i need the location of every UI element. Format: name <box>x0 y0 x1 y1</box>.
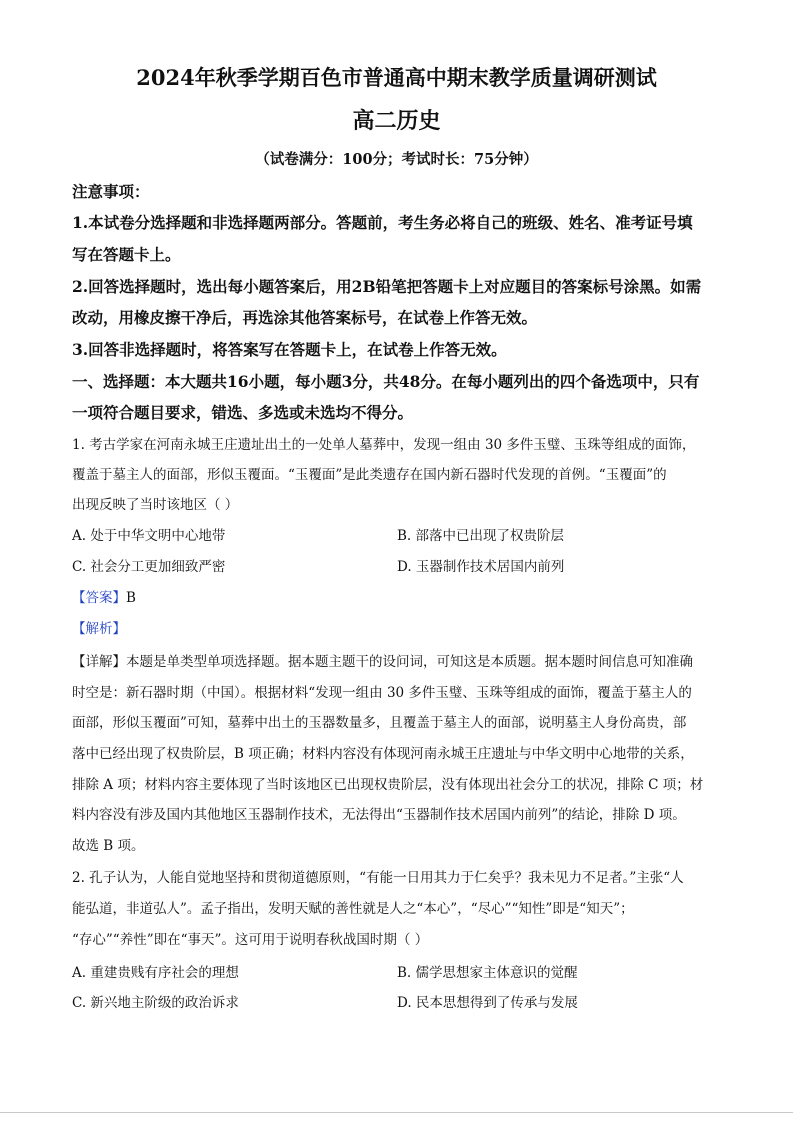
exam-title: 2024年秋季学期百色市普通高中期末教学质量调研测试 <box>136 65 657 90</box>
exam-info: （试卷满分：100分；考试时长：75分钟） <box>255 151 538 168</box>
notice-heading: 注意事项： <box>72 182 150 201</box>
answer-row <box>72 586 136 606</box>
answer-value: B <box>126 590 136 606</box>
detail-line: 落中已经出现了权贵阶层，B 项正确；材料内容没有体现河南永城王庄遗址与中华文明中心地带的关系， <box>72 746 694 762</box>
detail-line: 【详解】本题是单类型单项选择题。据本题主题干的设问词，可知这是本质题。据本题时间信息可知准确 <box>72 654 693 670</box>
detail-line: 时空是：新石器时期（中国）。根据材料“发现一组由 30 多件玉璧、玉珠等组成的面饰，覆盖于墓主人的 <box>72 685 692 701</box>
section-heading: 一、选择题：本大题共16小题，每小题3分，共48分。在每小题列出的四个备选项中，只有 <box>72 372 700 391</box>
question-stem: 出现反映了当时该地区（ ） <box>72 497 239 513</box>
question-stem: 1. 考古学家在河南永城王庄遗址出土的一处单人墓葬中，发现一组由 30 多件玉璧、玉珠等组成的面饰， <box>72 437 696 453</box>
question-stem: 覆盖于墓主人的面部，形似玉覆面。“玉覆面”是此类遗存在国内新石器时代发现的首例。“玉覆面”的 <box>72 467 667 483</box>
detail-line: 故选 B 项。 <box>72 838 145 854</box>
answer-label: 【答案】 <box>72 590 126 606</box>
option-c: C. 社会分工更加细致严密 <box>72 559 226 575</box>
question-stem: “存心”“养性”即在“事天”。这可用于说明春秋战国时期（ ） <box>72 932 429 948</box>
option-b: B. 部落中已出现了权贵阶层 <box>397 528 565 544</box>
notice-line: 改动，用橡皮擦干净后，再选涂其他答案标号，在试卷上作答无效。 <box>72 308 538 327</box>
section-heading-cont: 一项符合题目要求，错选、多选或未选均不得分。 <box>72 403 414 422</box>
option-b: B. 儒学思想家主体意识的觉醒 <box>397 965 578 981</box>
option-d: D. 玉器制作技术居国内前列 <box>397 559 565 575</box>
page-bottom-divider <box>0 1112 793 1113</box>
notice-line: 写在答题卡上。 <box>72 245 181 264</box>
subject-title: 高二历史 <box>352 108 441 134</box>
detail-line: 料内容没有涉及国内其他地区玉器制作技术，无法得出“玉器制作技术居国内前列”的结论，排除 D 项。 <box>72 807 686 823</box>
question-stem: 2. 孔子认为，人能自觉地坚持和贯彻道德原则，“有能一日用其力于仁矣乎？我未见力不足者。”主张“人 <box>72 870 684 886</box>
option-d: D. 民本思想得到了传承与发展 <box>397 995 578 1011</box>
option-a: A. 处于中华文明中心地带 <box>72 528 226 544</box>
analysis-label: 【解析】 <box>72 621 126 637</box>
notice-line: 1.本试卷分选择题和非选择题两部分。答题前，考生务必将自己的班级、姓名、准考证号填 <box>72 213 693 232</box>
notice-line: 3.回答非选择题时，将答案写在答题卡上，在试卷上作答无效。 <box>72 340 507 359</box>
option-c: C. 新兴地主阶级的政治诉求 <box>72 995 239 1011</box>
detail-line: 排除 A 项；材料内容主要体现了当时该地区已出现权贵阶层，没有体现出社会分工的状况，排除 C 项；材 <box>72 777 704 793</box>
detail-line: 面部，形似玉覆面”可知，墓葬中出土的玉器数量多，且覆盖于墓主人的面部，说明墓主人身份高贵，部 <box>72 715 687 731</box>
notice-line: 2.回答选择题时，选出每小题答案后，用2B铅笔把答题卡上对应题目的答案标号涂黑。如需 <box>72 277 702 296</box>
option-a: A. 重建贵贱有序社会的理想 <box>72 965 239 981</box>
question-stem: 能弘道，非道弘人”。孟子指出，发明天赋的善性就是人之“本心”，“尽心”“知性”即是“知天”； <box>72 901 634 917</box>
